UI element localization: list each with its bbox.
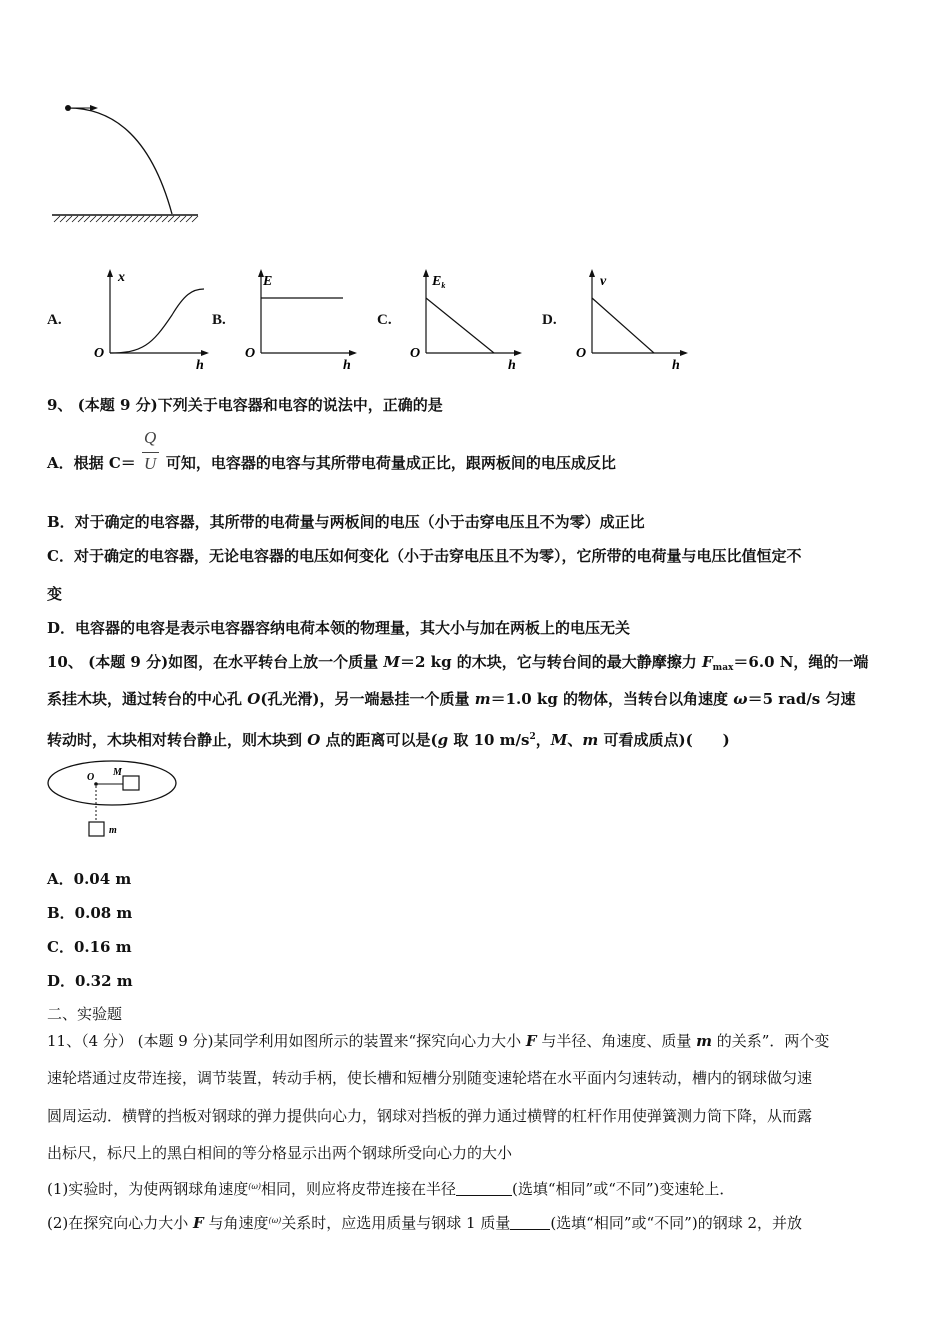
graph-d-origin: O: [576, 346, 587, 361]
graph-c: [408, 265, 528, 375]
q11-part-2-blank[interactable]: [510, 1215, 550, 1230]
q10-option-b: B．0.08 m: [47, 904, 133, 922]
q9-option-c-1: C．对于确定的电容器，无论电容器的电压如何变化（小于击穿电压且不为零），它所带的电荷量与电压比值恒定不: [47, 547, 802, 565]
q9-option-a: [47, 453, 616, 473]
trajectory-figure: [48, 98, 203, 226]
graph-c-origin: O: [410, 346, 421, 361]
q9-fraction-numerator: Q: [144, 428, 157, 447]
q10-stem-line-3: 转动时，木块相对转台静止，则木块到 O 点的距离可以是(g 取 10 $m/s^2$，M、m 可看成质点)( ): [47, 731, 730, 749]
q9-option-a-post: 可知，电容器的电容与其所带电荷量成正比，跟两板间的电压成反比: [165, 454, 616, 472]
turntable-disk: [48, 761, 176, 805]
q11-part-1-blank[interactable]: [456, 1181, 512, 1196]
q11-stem-line-3: 圆周运动．横臂的挡板对钢球的弹力提供向心力，钢球对挡板的弹力通过横臂的杠杆作用使弹簧测力筒下降，从而露: [47, 1107, 813, 1125]
velocity-arrowhead: [90, 105, 98, 111]
q11-part-1: (1)实验时，为使两钢球角速度$^{(\omega)}$相同，则应将皮带连接在半径 (选填“相同”或“不同”)变速轮上．: [47, 1180, 735, 1198]
q9-option-d: D．电容器的电容是表示电容器容纳电荷本领的物理量，其大小与加在两板上的电压无关: [47, 619, 631, 637]
q9-fraction-denominator: U: [144, 454, 157, 473]
graph-c-x-label: h: [508, 358, 516, 373]
q10-option-d: D．0.32 m: [47, 972, 133, 990]
q9-option-b: B．对于确定的电容器，其所带的电荷量与两板间的电压（小于击穿电压且不为零）成正比: [47, 513, 645, 531]
graph-c-y-label: E: [432, 274, 442, 289]
q9-option-a-pre: A．根据 C＝: [47, 454, 136, 472]
q10-option-c: C．0.16 m: [47, 938, 132, 956]
graph-b-x-label: h: [343, 358, 351, 373]
turntable-figure: [45, 758, 180, 842]
q10-option-a: A．0.04 m: [47, 870, 132, 888]
q11-stem-line-2: 速轮塔通过皮带连接，调节装置，转动手柄，使长槽和短槽分别随变速轮塔在水平面内匀速转动，槽内的钢球做匀速: [47, 1069, 813, 1087]
graph-a-curve: [110, 289, 204, 353]
graph-option-d-letter: D.: [542, 312, 557, 328]
graph-option-a-letter: A.: [47, 312, 62, 328]
graph-c-line: [426, 298, 494, 353]
graph-a-y-label: x: [118, 270, 125, 285]
graph-d: [574, 265, 694, 375]
q10-stem-line-2: 系挂木块，通过转台的中心孔 O(孔光滑)，另一端悬挂一个质量 m＝1.0 kg 的物体，当转台以角速度 ω＝5 rad/s 匀速: [47, 690, 856, 708]
graph-a-origin: O: [94, 346, 105, 361]
q11-stem-line-4: 出标尺，标尺上的黑白相间的等分格显示出两个钢球所受向心力的大小: [47, 1144, 513, 1162]
graph-d-x-label: h: [672, 358, 680, 373]
q9-stem: 9、 (本题 9 分)下列关于电容器和电容的说法中，正确的是: [47, 396, 443, 414]
q10-stem-line-1: 10、 (本题 9 分)如图，在水平转台上放一个质量 M＝2 kg 的木块，它与转台间的最大静摩擦力 $F_{max}=6.0$ N，绳的一端: [47, 653, 869, 673]
graph-option-b-letter: B.: [212, 312, 226, 328]
graph-b: [243, 265, 363, 375]
block-M: [123, 776, 139, 790]
turntable-center-label: O: [87, 772, 95, 783]
q11-part-2: (2)在探究向心力大小 F 与角速度$^{(\omega)}$关系时，应选用质量与钢球 1 质量 (选填“相同”或“不同”)的钢球 2，并放: [47, 1214, 803, 1232]
q9-option-c-2: 变: [47, 585, 63, 603]
turntable-hanging-label: m: [109, 825, 117, 836]
q11-stem-line-1: 11、（4 分） (本题 9 分)某同学利用如图所示的装置来“探究向心力大小 F 与半径、角速度、质量 m 的关系”．两个变: [47, 1032, 830, 1050]
trajectory-curve: [68, 108, 172, 214]
ground-hatching: [54, 216, 198, 222]
graph-a: [92, 265, 212, 375]
graph-d-line: [592, 298, 654, 353]
section-heading-experiment: 二、实验题: [47, 1005, 123, 1023]
graph-b-y-label: E: [263, 274, 273, 289]
svg-text:Ek: [431, 274, 445, 290]
graph-option-c-letter: C.: [377, 312, 392, 328]
graph-c-y-sub: k: [441, 281, 446, 290]
turntable-block-label: M: [113, 767, 122, 778]
graph-a-x-label: h: [196, 358, 204, 373]
block-m: [89, 822, 104, 836]
graph-d-y-label: v: [600, 274, 607, 289]
graph-b-origin: O: [245, 346, 256, 361]
